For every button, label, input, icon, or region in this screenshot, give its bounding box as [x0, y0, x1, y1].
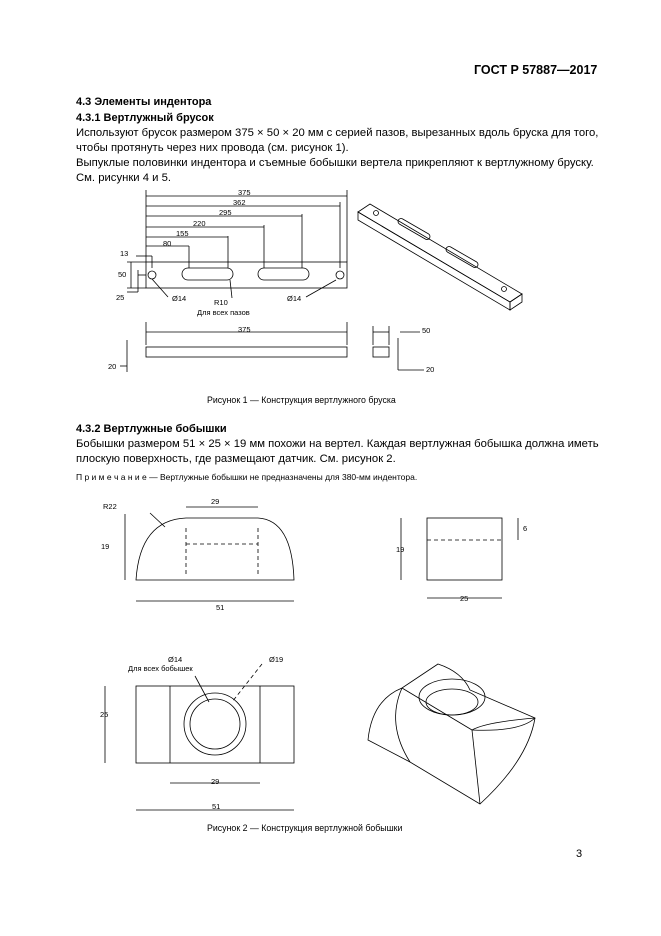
dim-dia14-right: Ø14 — [287, 294, 302, 303]
dim-375-side: 375 — [238, 325, 251, 334]
dim-51-front: 51 — [216, 603, 225, 612]
paragraph-line: Используют брусок размером 375 × 50 × 20 мм с серией пазов, вырезанных вдоль бруска для того, — [76, 127, 599, 139]
dim-50-end: 50 — [422, 326, 431, 335]
dim-dia19: Ø19 — [269, 655, 284, 664]
bar-plan-outline — [146, 262, 347, 288]
paragraph-line: Бобышки размером 51 × 25 × 19 мм похожи на вертел. Каждая вертлужная бобышка должна иметь — [76, 438, 599, 450]
dim-r10: R10 — [214, 298, 228, 307]
paragraph-line: плоскую поверхность, где размещают датчик. См. рисунок 2. — [76, 453, 396, 465]
dim-29-front: 29 — [211, 497, 220, 506]
hole-right — [336, 271, 344, 279]
dim-dia14-left: Ø14 — [172, 294, 187, 303]
dim-19-front: 19 — [101, 542, 110, 551]
slot-2 — [258, 268, 309, 280]
label-all-slots: Для всех пазов — [197, 308, 250, 317]
dim-362: 362 — [233, 198, 246, 207]
dim-6: 6 — [523, 524, 528, 533]
paragraph-line: чтобы протянуть через них провода (см. рисунок 1). — [76, 142, 349, 154]
dim-25: 25 — [116, 293, 125, 302]
section-4-3-title: 4.3 Элементы индентора — [76, 96, 212, 108]
dim-19-side: 19 — [396, 545, 405, 554]
dim-29-top: 29 — [211, 777, 220, 786]
dim-25-side: 25 — [460, 594, 469, 603]
dim-375: 375 — [238, 188, 251, 197]
dim-20-end: 20 — [426, 365, 435, 374]
dim-dia14: Ø14 — [168, 655, 183, 664]
dim-r22: R22 — [103, 502, 117, 511]
label-all-bosses: Для всех бобышек — [128, 664, 193, 673]
dim-13: 13 — [120, 249, 129, 258]
dim-20-side: 20 — [108, 362, 117, 371]
section-4-3-2-title: 4.3.2 Вертлужные бобышки — [76, 423, 227, 435]
dim-295: 295 — [219, 208, 232, 217]
paragraph-line: См. рисунки 4 и 5. — [76, 172, 172, 184]
dim-80: 80 — [163, 239, 172, 248]
dim-155: 155 — [176, 229, 189, 238]
document-header: ГОСТ Р 57887—2017 — [474, 63, 598, 77]
figure-2-caption: Рисунок 2 — Конструкция вертлужной бобышки — [207, 823, 403, 833]
dim-50: 50 — [118, 270, 127, 279]
figure-1-caption: Рисунок 1 — Конструкция вертлужного бруска — [207, 395, 396, 405]
page-number: 3 — [576, 848, 583, 860]
dim-25-top: 25 — [100, 710, 109, 719]
dim-220: 220 — [193, 219, 206, 228]
slot-1 — [182, 268, 233, 280]
hole-left — [148, 271, 156, 279]
note: П р и м е ч а н и е — Вертлужные бобышки не предназначены для 380-мм индентора. — [76, 472, 418, 482]
paragraph-line: Выпуклые половинки индентора и съемные бобышки вертела прикрепляют к вертлужному бруску. — [76, 157, 594, 169]
dim-51-top: 51 — [212, 802, 221, 811]
section-4-3-1-title: 4.3.1 Вертлужный брусок — [76, 112, 214, 124]
